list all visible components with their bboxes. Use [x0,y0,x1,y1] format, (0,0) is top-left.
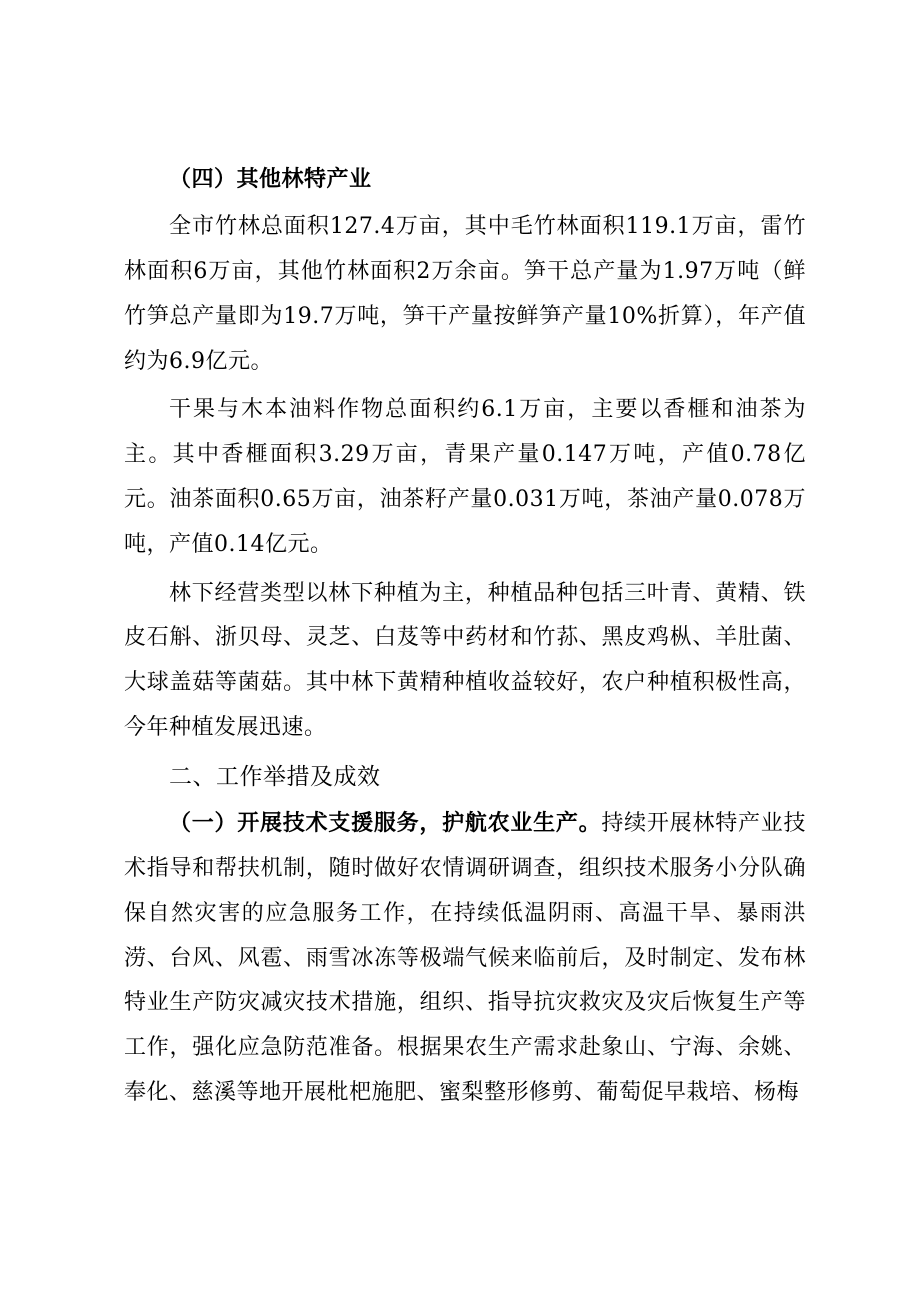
section-heading-other-forestry: （四）其他林特产业 [169,167,372,192]
paragraph-lead-heading: （一）开展技术支援服务，护航农业生产。 [169,811,602,837]
paragraph-technical-support [124,802,806,1116]
chapter-heading-measures: 二、工作举措及成效 [169,763,381,790]
paragraph-dried-fruit-oil-crops: 干果与木本油料作物总面积约6.1万亩，主要以香榧和油茶为主。其中香榧面积3.29万亩，青果产量0.147万吨，产值0.78亿元。油茶面积0.65万亩，油茶籽产量0.031万吨，茶油产量0.078万吨，产值0.14亿元。 [124,397,806,557]
paragraph-understory-planting: 林下经营类型以林下种植为主，种植品种包括三叶青、黄精、铁皮石斛、浙贝母、灵芝、白芨等中药材和竹荪、黑皮鸡枞、羊肚菌、大球盖菇等菌菇。其中林下黄精种植收益较好，农户种植积极性高，今年种植发展迅速。 [124,580,806,741]
document-body [124,158,806,1116]
paragraph-bamboo: 全市竹林总面积127.4万亩，其中毛竹林面积119.1万亩，雷竹林面积6万亩，其他竹林面积2万余亩。笋干总产量为1.97万吨（鲜竹笋总产量即为19.7万吨，笋干产量按鲜笋产量10%折算），年产值约为6.9亿元。 [124,214,806,374]
paragraph-body-text: 持续开展林特产业技术指导和帮扶机制，随时做好农情调研调查，组织技术服务小分队确保自然灾害的应急服务工作，在持续低温阴雨、高温干旱、暴雨洪涝、台风、风雹、雨雪冰冻等极端气候来临前后，及时制定、发布林特业生产防灾减灾技术措施，组织、指导抗灾救灾及灾后恢复生产等工作，强化应急防范准备。根据果农生产需求赴象山、宁海、余姚、奉化、慈溪等地开展枇杷施肥、蜜梨整形修剪、葡萄促早栽培、杨梅 [124,811,806,1105]
